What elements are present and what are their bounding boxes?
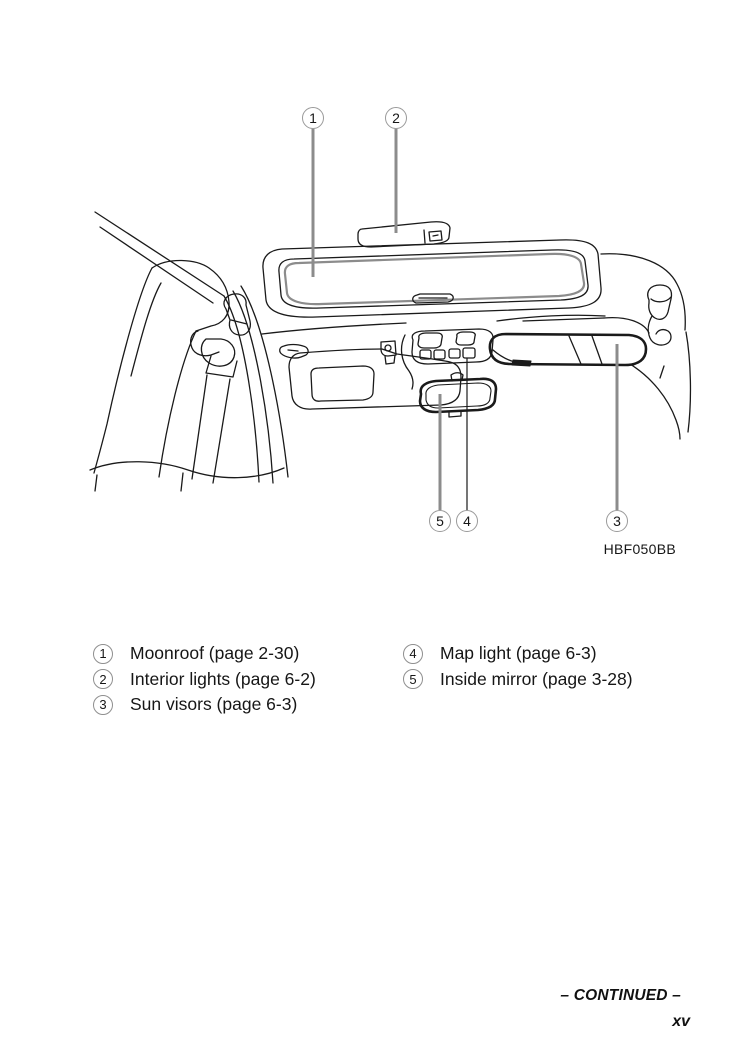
legend xyxy=(93,641,633,718)
legend-num-4: 4 xyxy=(403,644,423,664)
callout-2-interior-lights: 2 xyxy=(385,107,407,129)
legend-num-2: 2 xyxy=(93,669,113,689)
interior-light-unit xyxy=(358,222,450,247)
right-sun-visor xyxy=(490,334,646,366)
legend-item-map-light xyxy=(403,641,633,667)
legend-label-map-light: Map light (page 6-3) xyxy=(440,643,597,664)
figure-code: HBF050BB xyxy=(603,541,676,557)
legend-column-left xyxy=(93,641,403,718)
legend-label-interior-lights: Interior lights (page 6-2) xyxy=(130,668,316,689)
page-number: xv xyxy=(672,1013,690,1030)
legend-label-moonroof: Moonroof (page 2-30) xyxy=(130,643,300,664)
legend-item-interior-lights xyxy=(93,667,403,693)
legend-column-right xyxy=(403,641,633,692)
callout-1-moonroof: 1 xyxy=(302,107,324,129)
legend-num-1: 1 xyxy=(93,644,113,664)
legend-item-moonroof xyxy=(93,641,403,667)
overhead-console-map-lights xyxy=(412,329,493,364)
legend-label-sun-visors: Sun visors (page 6-3) xyxy=(130,694,298,715)
a-pillar-lines xyxy=(224,286,288,483)
legend-num-5: 5 xyxy=(403,669,423,689)
callout-5-inside-mirror: 5 xyxy=(429,510,451,532)
inside-mirror xyxy=(420,373,496,417)
legend-item-inside-mirror xyxy=(403,667,633,693)
callout-3-sun-visors: 3 xyxy=(606,510,628,532)
legend-num-3: 3 xyxy=(93,695,113,715)
right-grab-handle xyxy=(648,285,672,345)
legend-item-sun-visors xyxy=(93,692,403,718)
callout-4-map-light: 4 xyxy=(456,510,478,532)
legend-label-inside-mirror: Inside mirror (page 3-28) xyxy=(440,668,633,689)
continued-marker: – CONTINUED – xyxy=(560,987,681,1004)
